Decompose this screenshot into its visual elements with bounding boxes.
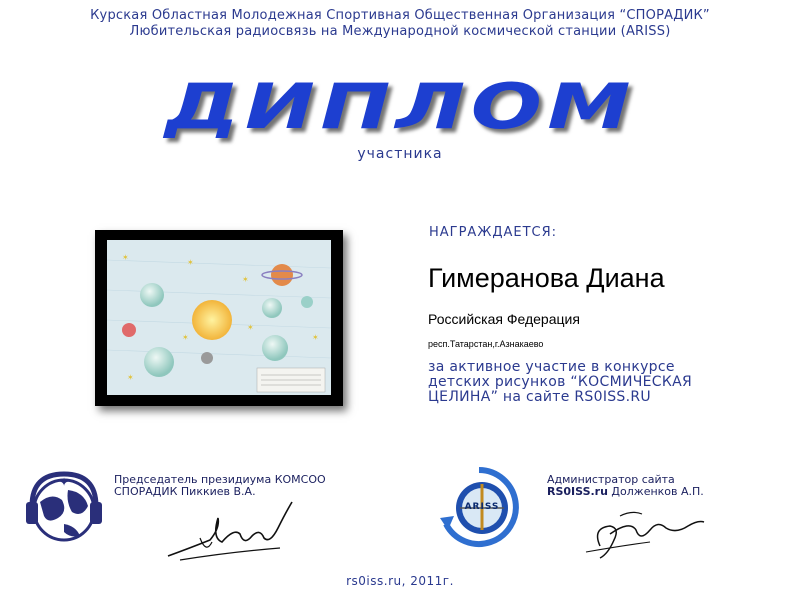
chairman-caption: Председатель президиума КОМСОО СПОРАДИК Пиккиев В.А.	[114, 473, 326, 498]
sporadik-globe-logo	[24, 466, 104, 550]
diploma-title: ДИПЛОМ	[164, 70, 636, 143]
svg-text:✶: ✶	[247, 323, 254, 332]
header-line-2: Любительская радиосвязь на Международной космической станции (ARISS)	[129, 24, 671, 39]
svg-text:✶: ✶	[187, 258, 194, 267]
admin-site: RS0ISS.ru	[547, 485, 608, 498]
svg-text:✶: ✶	[122, 253, 129, 262]
ariss-logo	[436, 464, 522, 550]
svg-text:✶: ✶	[127, 373, 134, 382]
svg-text:✶: ✶	[312, 333, 319, 342]
diploma-subtitle: участника	[357, 146, 443, 162]
svg-text:✦: ✦	[58, 475, 70, 489]
award-reason: за активное участие в конкурсе детских рисунков “КОСМИЧЕСКАЯ ЦЕЛИНА” на сайте RS0ISS.RU	[428, 359, 692, 405]
admin-signature	[580, 500, 710, 566]
chairman-signature	[160, 498, 320, 568]
drawing-frame	[95, 230, 343, 406]
svg-text:✶: ✶	[242, 275, 249, 284]
ariss-logo-text: ARISS	[464, 502, 500, 512]
admin-name: Долженков А.П.	[607, 485, 704, 498]
header-line-1: Курская Областная Молодежная Спортивная Общественная Организация “СПОРАДИК”	[90, 8, 710, 23]
footer-site-year: rs0iss.ru, 2011г.	[346, 574, 454, 588]
admin-caption: Администратор сайта RS0ISS.ru Долженков А.П.	[547, 473, 704, 498]
recipient-name: Гимеранова Диана	[428, 263, 665, 293]
svg-text:✶: ✶	[182, 333, 189, 342]
children-drawing	[107, 240, 331, 395]
awarded-label: НАГРАЖДАЕТСЯ:	[429, 225, 558, 240]
recipient-country: Российская Федерация	[428, 311, 580, 327]
recipient-place: респ.Татарстан,г.Азнакаево	[428, 339, 544, 349]
